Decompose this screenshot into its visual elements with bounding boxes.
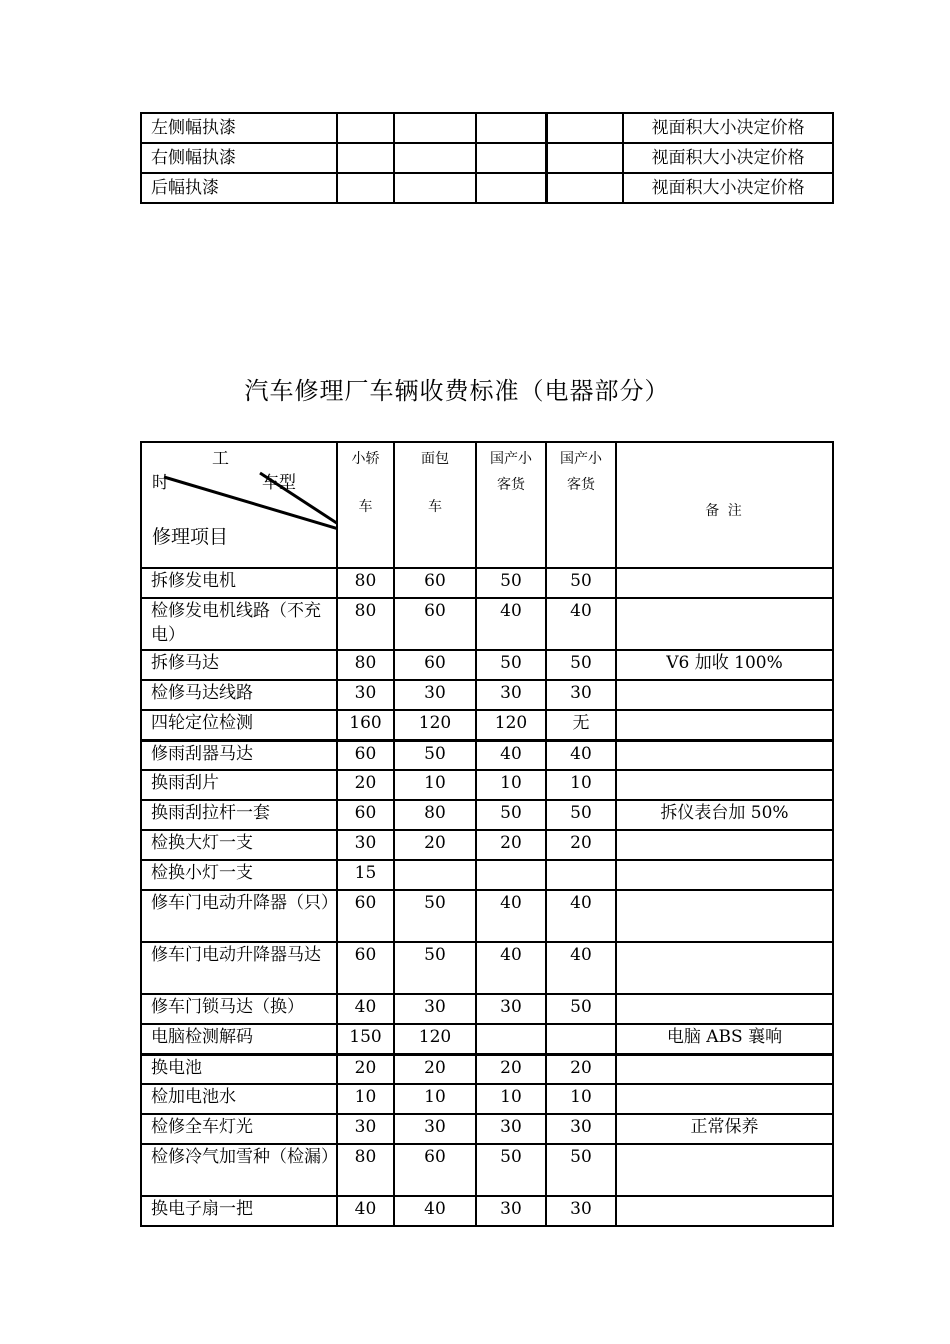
note-cell [616, 942, 833, 994]
column-header-van: 面包 车 [394, 442, 476, 568]
van-price-cell: 30 [394, 994, 476, 1024]
table-row [141, 890, 833, 942]
item-cell: 检加电池水 [141, 1084, 337, 1114]
domestic-1-price-cell: 20 [476, 830, 546, 860]
table-header-row [141, 442, 833, 568]
domestic-2-price-cell: 50 [546, 650, 616, 680]
sedan-price-cell: 80 [337, 1144, 394, 1196]
note-cell [616, 1054, 833, 1084]
table-row [141, 650, 833, 680]
item-cell: 四轮定位检测 [141, 710, 337, 740]
sedan-price-cell: 160 [337, 710, 394, 740]
van-price-cell: 30 [394, 1114, 476, 1144]
diagonal-header-cell [141, 442, 337, 568]
table-row [141, 568, 833, 598]
table-row [141, 1084, 833, 1114]
domestic-2-price-cell: 30 [546, 680, 616, 710]
sedan-price-cell: 15 [337, 860, 394, 890]
item-cell: 右侧幅执漆 [141, 143, 337, 173]
table-row [141, 680, 833, 710]
van-price-cell: 60 [394, 598, 476, 650]
note-cell: 视面积大小决定价格 [623, 143, 833, 173]
domestic-2-price-cell: 40 [546, 598, 616, 650]
sedan-price-cell: 60 [337, 800, 394, 830]
sedan-price-cell: 40 [337, 1196, 394, 1226]
header-repair-item-label: 修理项目 [152, 526, 229, 548]
table-row [141, 173, 833, 203]
note-cell [616, 994, 833, 1024]
item-cell: 换雨刮拉杆一套 [141, 800, 337, 830]
item-cell: 修车门电动升降器马达 [141, 942, 337, 994]
table-row [141, 830, 833, 860]
item-cell: 换电子扇一把 [141, 1196, 337, 1226]
item-cell: 电脑检测解码 [141, 1024, 337, 1054]
header-vehicle-type-label: 车型 [262, 473, 296, 493]
domestic-2-price-cell: 50 [546, 800, 616, 830]
sedan-price-cell: 60 [337, 890, 394, 942]
sedan-price-cell: 150 [337, 1024, 394, 1054]
domestic-1-price-cell: 30 [476, 1114, 546, 1144]
van-price-cell: 120 [394, 1024, 476, 1054]
sedan-price-cell: 20 [337, 1054, 394, 1084]
domestic-1-price-cell [476, 1024, 546, 1054]
diagonal-lines [142, 443, 338, 569]
table-row [141, 942, 833, 994]
van-price-cell: 30 [394, 680, 476, 710]
domestic-1-price-cell: 10 [476, 1084, 546, 1114]
note-cell: 电脑 ABS 襄响 [616, 1024, 833, 1054]
note-cell [616, 830, 833, 860]
note-cell [616, 770, 833, 800]
domestic-1-price-cell: 30 [476, 994, 546, 1024]
item-cell: 检换大灯一支 [141, 830, 337, 860]
van-price-cell: 10 [394, 1084, 476, 1114]
domestic-2-price-cell [546, 860, 616, 890]
page-title: 汽车修理厂车辆收费标准（电器部分） [244, 377, 670, 405]
column-header-domestic-2: 国产小 客货 [546, 442, 616, 568]
domestic-1-price-cell: 120 [476, 710, 546, 740]
item-cell: 检修马达线路 [141, 680, 337, 710]
table-row [141, 994, 833, 1024]
domestic-2-price-cell: 40 [546, 740, 616, 770]
domestic-1-price-cell: 50 [476, 1144, 546, 1196]
sedan-price-cell: 40 [337, 994, 394, 1024]
item-cell: 换电池 [141, 1054, 337, 1084]
sedan-price-cell: 30 [337, 830, 394, 860]
item-cell: 修车门锁马达（换） [141, 994, 337, 1024]
note-cell: 视面积大小决定价格 [623, 173, 833, 203]
header-time-label: 时 [152, 473, 169, 493]
note-cell [616, 598, 833, 650]
domestic-2-price-cell: 40 [546, 942, 616, 994]
item-cell: 左侧幅执漆 [141, 113, 337, 143]
table-row [141, 113, 833, 143]
domestic-1-price-cell: 30 [476, 1196, 546, 1226]
van-price-cell: 50 [394, 942, 476, 994]
domestic-1-price-cell: 50 [476, 800, 546, 830]
domestic-1-price-cell: 40 [476, 890, 546, 942]
item-cell: 修车门电动升降器（只） [141, 890, 337, 942]
note-cell [616, 568, 833, 598]
domestic-2-price-cell: 无 [546, 710, 616, 740]
table-row [141, 598, 833, 650]
item-cell: 拆修马达 [141, 650, 337, 680]
sedan-price-cell: 20 [337, 770, 394, 800]
table-row [141, 1196, 833, 1226]
note-cell [616, 860, 833, 890]
van-price-cell: 20 [394, 830, 476, 860]
item-cell: 检换小灯一支 [141, 860, 337, 890]
domestic-1-price-cell: 40 [476, 598, 546, 650]
sedan-price-cell: 30 [337, 680, 394, 710]
domestic-2-price-cell: 50 [546, 994, 616, 1024]
domestic-2-price-cell: 20 [546, 830, 616, 860]
note-cell: 正常保养 [616, 1114, 833, 1144]
note-cell [616, 710, 833, 740]
column-header-domestic-1: 国产小 客货 [476, 442, 546, 568]
note-cell [616, 1144, 833, 1196]
item-cell: 换雨刮片 [141, 770, 337, 800]
van-price-cell: 50 [394, 740, 476, 770]
table-row [141, 770, 833, 800]
domestic-1-price-cell: 50 [476, 568, 546, 598]
domestic-2-price-cell: 50 [546, 1144, 616, 1196]
van-price-cell: 40 [394, 1196, 476, 1226]
domestic-2-price-cell: 30 [546, 1114, 616, 1144]
domestic-1-price-cell: 50 [476, 650, 546, 680]
sedan-price-cell: 60 [337, 942, 394, 994]
item-cell: 检修发电机线路（不充电） [141, 598, 337, 650]
sedan-price-cell: 60 [337, 740, 394, 770]
domestic-2-price-cell: 50 [546, 568, 616, 598]
domestic-1-price-cell [476, 860, 546, 890]
van-price-cell: 60 [394, 1144, 476, 1196]
domestic-2-price-cell: 10 [546, 1084, 616, 1114]
item-cell: 后幅执漆 [141, 173, 337, 203]
header-hours-label: 工 [212, 449, 229, 469]
column-header-note: 备 注 [616, 442, 833, 568]
note-cell: 视面积大小决定价格 [623, 113, 833, 143]
note-cell [616, 1084, 833, 1114]
table-row [141, 800, 833, 830]
van-price-cell: 80 [394, 800, 476, 830]
sedan-price-cell: 80 [337, 568, 394, 598]
item-cell: 检修全车灯光 [141, 1114, 337, 1144]
domestic-2-price-cell: 10 [546, 770, 616, 800]
van-price-cell: 60 [394, 568, 476, 598]
note-cell: V6 加收 100% [616, 650, 833, 680]
sedan-price-cell: 30 [337, 1114, 394, 1144]
table-row [141, 1144, 833, 1196]
table-row [141, 1024, 833, 1054]
table-row [141, 1114, 833, 1144]
van-price-cell: 20 [394, 1054, 476, 1084]
domestic-1-price-cell: 20 [476, 1054, 546, 1084]
table-row [141, 143, 833, 173]
van-price-cell: 50 [394, 890, 476, 942]
domestic-1-price-cell: 10 [476, 770, 546, 800]
table-row [141, 860, 833, 890]
column-header-sedan: 小轿 车 [337, 442, 394, 568]
note-cell [616, 890, 833, 942]
note-cell: 拆仪表台加 50% [616, 800, 833, 830]
note-cell [616, 1196, 833, 1226]
domestic-2-price-cell: 40 [546, 890, 616, 942]
table-row [141, 740, 833, 770]
paint-price-table [140, 112, 834, 204]
domestic-1-price-cell: 40 [476, 942, 546, 994]
van-price-cell [394, 860, 476, 890]
table-row [141, 710, 833, 740]
domestic-2-price-cell [546, 1024, 616, 1054]
domestic-2-price-cell: 30 [546, 1196, 616, 1226]
van-price-cell: 10 [394, 770, 476, 800]
van-price-cell: 120 [394, 710, 476, 740]
sedan-price-cell: 80 [337, 650, 394, 680]
note-cell [616, 740, 833, 770]
sedan-price-cell: 80 [337, 598, 394, 650]
sedan-price-cell: 10 [337, 1084, 394, 1114]
table-row [141, 1054, 833, 1084]
domestic-2-price-cell: 20 [546, 1054, 616, 1084]
electrical-price-table [140, 441, 834, 1227]
item-cell: 拆修发电机 [141, 568, 337, 598]
note-cell [616, 680, 833, 710]
item-cell: 检修冷气加雪种（检漏） [141, 1144, 337, 1196]
item-cell: 修雨刮器马达 [141, 740, 337, 770]
domestic-1-price-cell: 30 [476, 680, 546, 710]
domestic-1-price-cell: 40 [476, 740, 546, 770]
van-price-cell: 60 [394, 650, 476, 680]
